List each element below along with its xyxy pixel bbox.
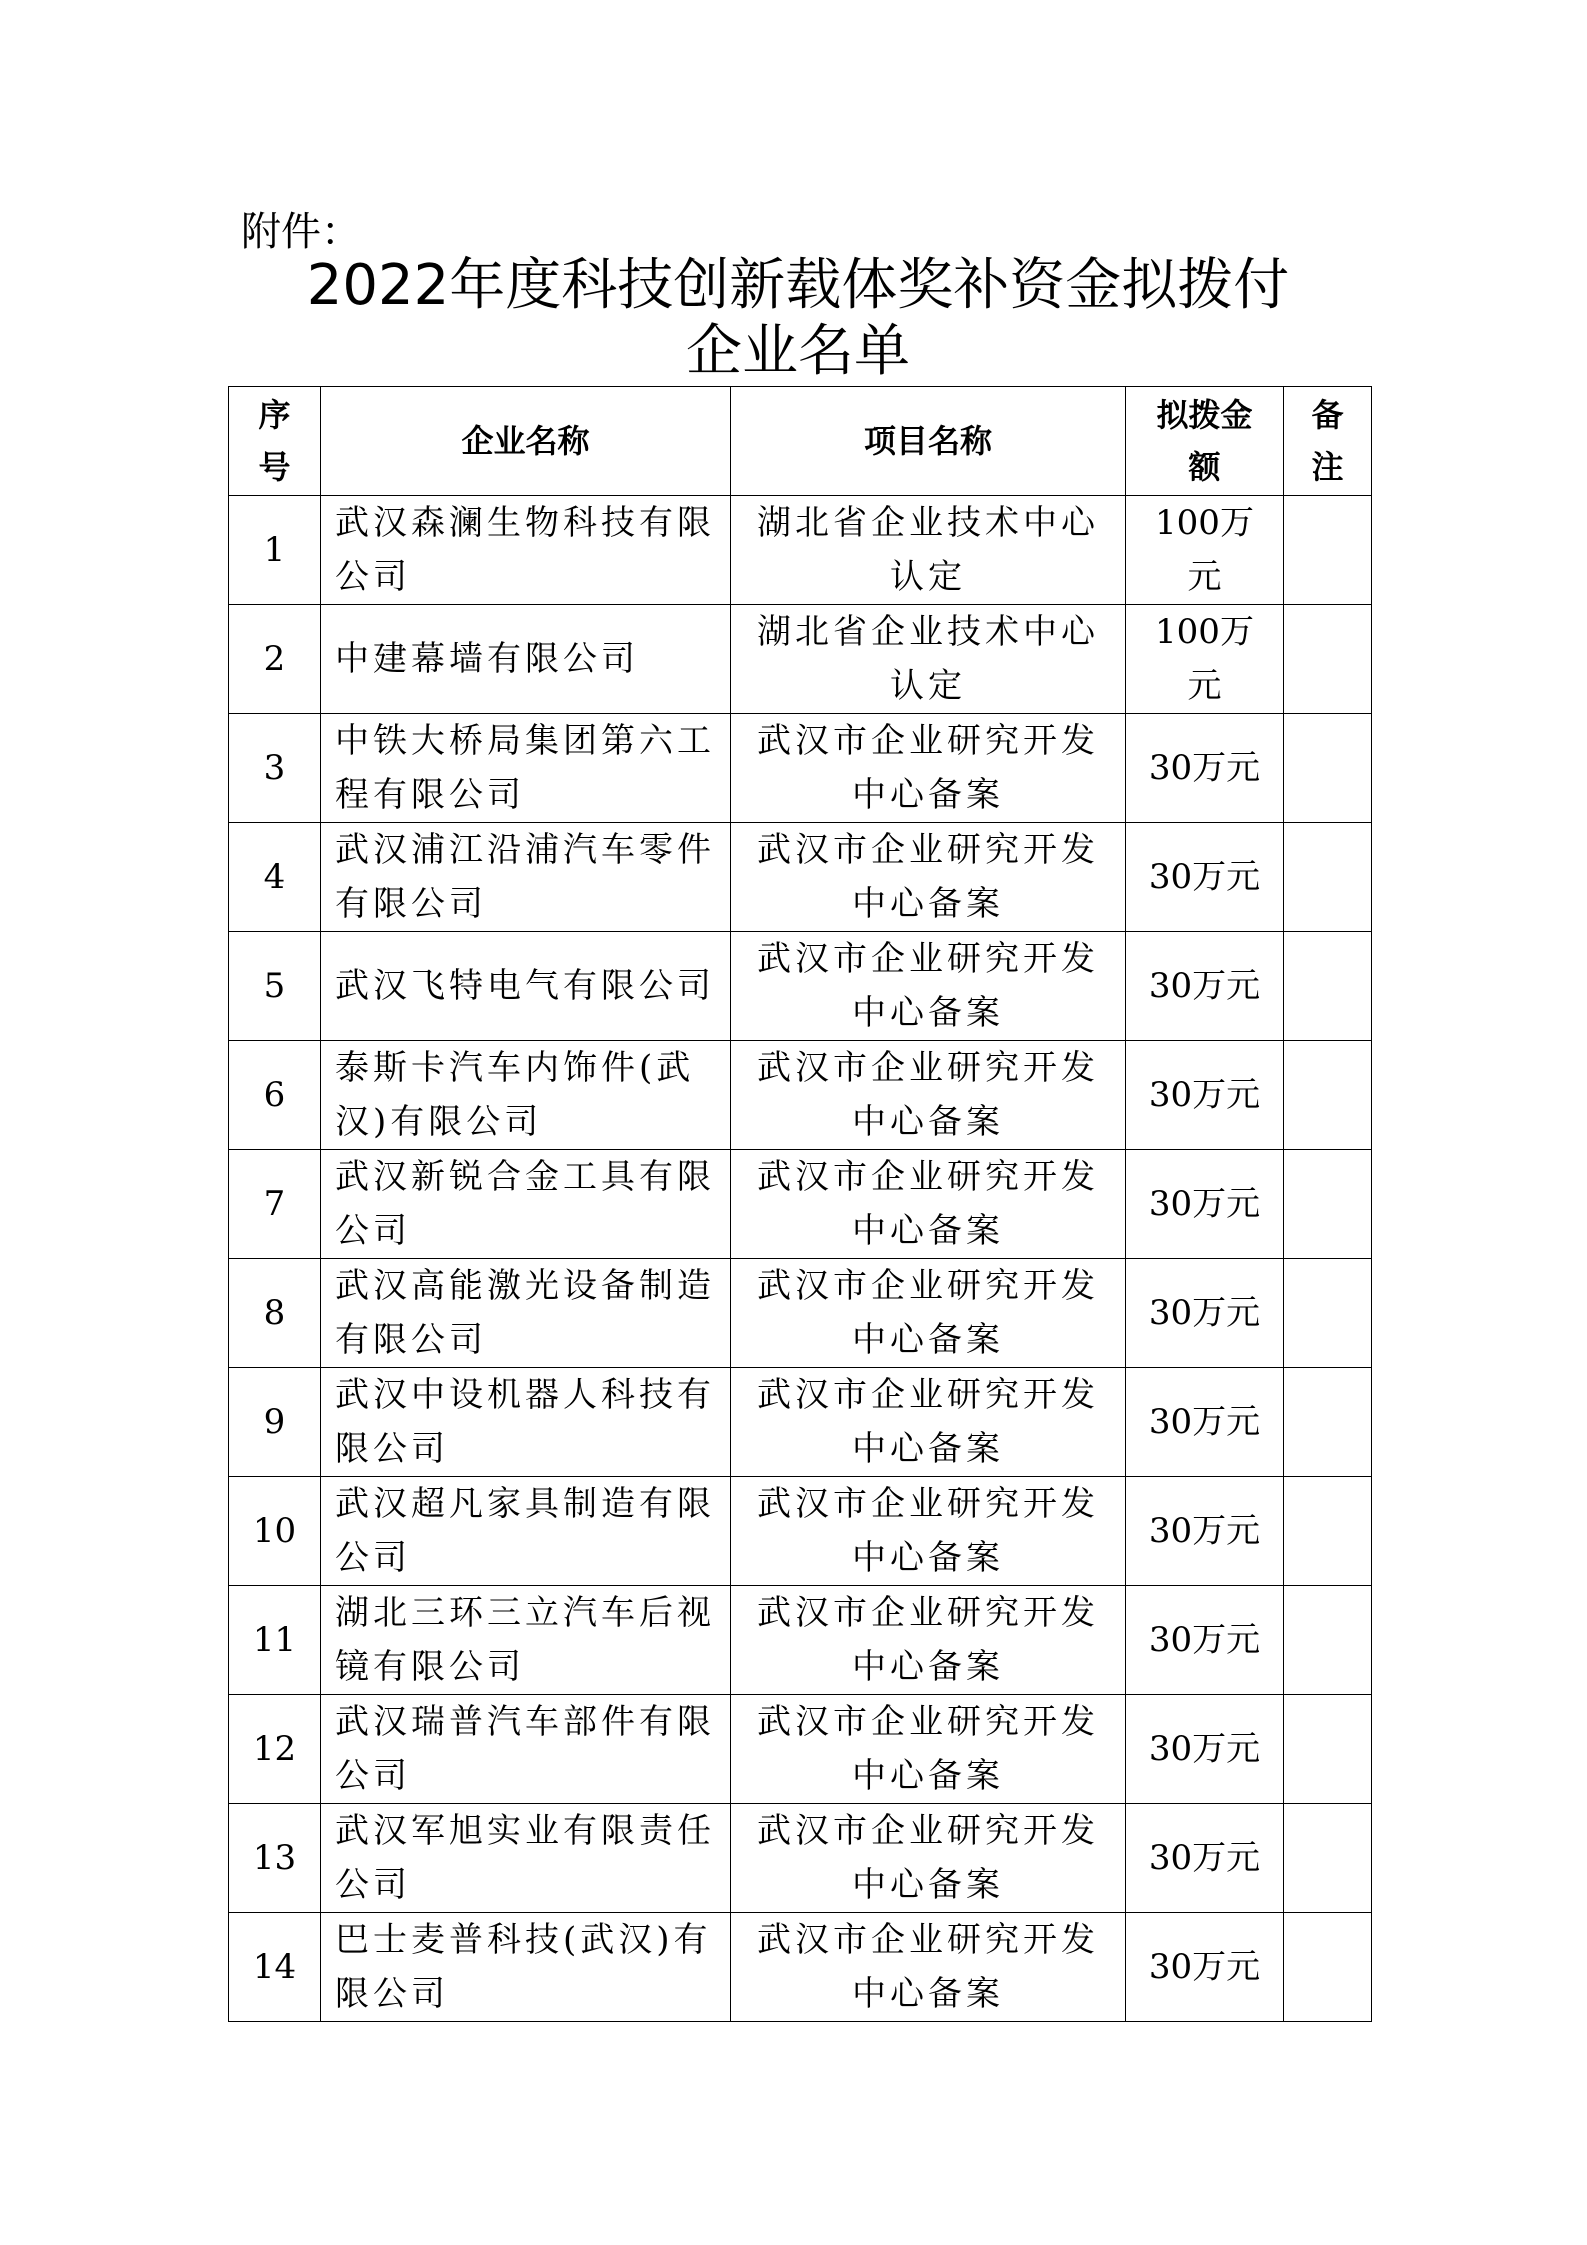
company-name: 湖北三环三立汽车后视镜有限公司 <box>321 1586 731 1695</box>
row-number: 9 <box>229 1368 321 1477</box>
note <box>1284 823 1372 932</box>
company-name: 武汉军旭实业有限责任公司 <box>321 1804 731 1913</box>
row-number: 5 <box>229 932 321 1041</box>
note <box>1284 1368 1372 1477</box>
note <box>1284 932 1372 1041</box>
document-title-line1: 2022年度科技创新载体奖补资金拟拨付 <box>306 253 1290 318</box>
project-name: 武汉市企业研究开发中心备案 <box>731 823 1126 932</box>
company-name: 巴士麦普科技(武汉)有限公司 <box>321 1913 731 2022</box>
row-number: 2 <box>229 605 321 714</box>
table-row <box>229 714 1372 823</box>
amount: 30万元 <box>1126 1804 1284 1913</box>
project-name: 武汉市企业研究开发中心备案 <box>731 1259 1126 1368</box>
row-number: 14 <box>229 1913 321 2022</box>
header-company: 企业名称 <box>321 387 731 496</box>
project-name: 武汉市企业研究开发中心备案 <box>731 1586 1126 1695</box>
note <box>1284 1477 1372 1586</box>
note <box>1284 496 1372 605</box>
note <box>1284 1150 1372 1259</box>
company-name: 武汉浦江沿浦汽车零件有限公司 <box>321 823 731 932</box>
company-name: 武汉高能激光设备制造有限公司 <box>321 1259 731 1368</box>
row-number: 7 <box>229 1150 321 1259</box>
company-name: 武汉森澜生物科技有限公司 <box>321 496 731 605</box>
project-name: 武汉市企业研究开发中心备案 <box>731 1368 1126 1477</box>
amount: 30万元 <box>1126 932 1284 1041</box>
project-name: 武汉市企业研究开发中心备案 <box>731 714 1126 823</box>
amount: 30万元 <box>1126 1259 1284 1368</box>
amount: 30万元 <box>1126 1150 1284 1259</box>
header-no: 序号 <box>229 387 321 496</box>
row-number: 12 <box>229 1695 321 1804</box>
amount: 100万元 <box>1126 496 1284 605</box>
table-row <box>229 1150 1372 1259</box>
amount: 30万元 <box>1126 1586 1284 1695</box>
note <box>1284 1586 1372 1695</box>
table-row <box>229 1259 1372 1368</box>
company-name: 武汉超凡家具制造有限公司 <box>321 1477 731 1586</box>
company-name: 武汉瑞普汽车部件有限公司 <box>321 1695 731 1804</box>
note <box>1284 1913 1372 2022</box>
header-project: 项目名称 <box>731 387 1126 496</box>
project-name: 武汉市企业研究开发中心备案 <box>731 1695 1126 1804</box>
document-title-line2: 企业名单 <box>686 319 910 384</box>
table-row <box>229 1586 1372 1695</box>
project-name: 湖北省企业技术中心认定 <box>731 496 1126 605</box>
amount: 100万元 <box>1126 605 1284 714</box>
company-name: 武汉飞特电气有限公司 <box>321 932 731 1041</box>
company-name: 中铁大桥局集团第六工程有限公司 <box>321 714 731 823</box>
table-row <box>229 1695 1372 1804</box>
row-number: 1 <box>229 496 321 605</box>
amount: 30万元 <box>1126 1368 1284 1477</box>
table-row <box>229 1368 1372 1477</box>
project-name: 武汉市企业研究开发中心备案 <box>731 1913 1126 2022</box>
table-row <box>229 496 1372 605</box>
note <box>1284 714 1372 823</box>
company-name: 武汉中设机器人科技有限公司 <box>321 1368 731 1477</box>
row-number: 3 <box>229 714 321 823</box>
project-name: 武汉市企业研究开发中心备案 <box>731 1150 1126 1259</box>
table-header-row <box>229 387 1372 496</box>
project-name: 武汉市企业研究开发中心备案 <box>731 1041 1126 1150</box>
note <box>1284 1041 1372 1150</box>
project-name: 武汉市企业研究开发中心备案 <box>731 1477 1126 1586</box>
amount: 30万元 <box>1126 1477 1284 1586</box>
attachment-label: 附件： <box>241 209 361 255</box>
company-name: 中建幕墙有限公司 <box>321 605 731 714</box>
row-number: 13 <box>229 1804 321 1913</box>
note <box>1284 1259 1372 1368</box>
amount: 30万元 <box>1126 1695 1284 1804</box>
table-row <box>229 605 1372 714</box>
table-row <box>229 823 1372 932</box>
table-row <box>229 932 1372 1041</box>
table-row <box>229 1913 1372 2022</box>
row-number: 4 <box>229 823 321 932</box>
project-name: 武汉市企业研究开发中心备案 <box>731 1804 1126 1913</box>
note <box>1284 605 1372 714</box>
amount: 30万元 <box>1126 823 1284 932</box>
project-name: 武汉市企业研究开发中心备案 <box>731 932 1126 1041</box>
row-number: 10 <box>229 1477 321 1586</box>
row-number: 11 <box>229 1586 321 1695</box>
amount: 30万元 <box>1126 714 1284 823</box>
table-row <box>229 1804 1372 1913</box>
company-name: 泰斯卡汽车内饰件(武汉)有限公司 <box>321 1041 731 1150</box>
row-number: 6 <box>229 1041 321 1150</box>
company-list-table <box>228 386 1372 2022</box>
header-amount: 拟拨金额 <box>1126 387 1284 496</box>
header-note: 备注 <box>1284 387 1372 496</box>
row-number: 8 <box>229 1259 321 1368</box>
company-name: 武汉新锐合金工具有限公司 <box>321 1150 731 1259</box>
amount: 30万元 <box>1126 1913 1284 2022</box>
amount: 30万元 <box>1126 1041 1284 1150</box>
table-row <box>229 1477 1372 1586</box>
table-row <box>229 1041 1372 1150</box>
note <box>1284 1695 1372 1804</box>
project-name: 湖北省企业技术中心认定 <box>731 605 1126 714</box>
note <box>1284 1804 1372 1913</box>
